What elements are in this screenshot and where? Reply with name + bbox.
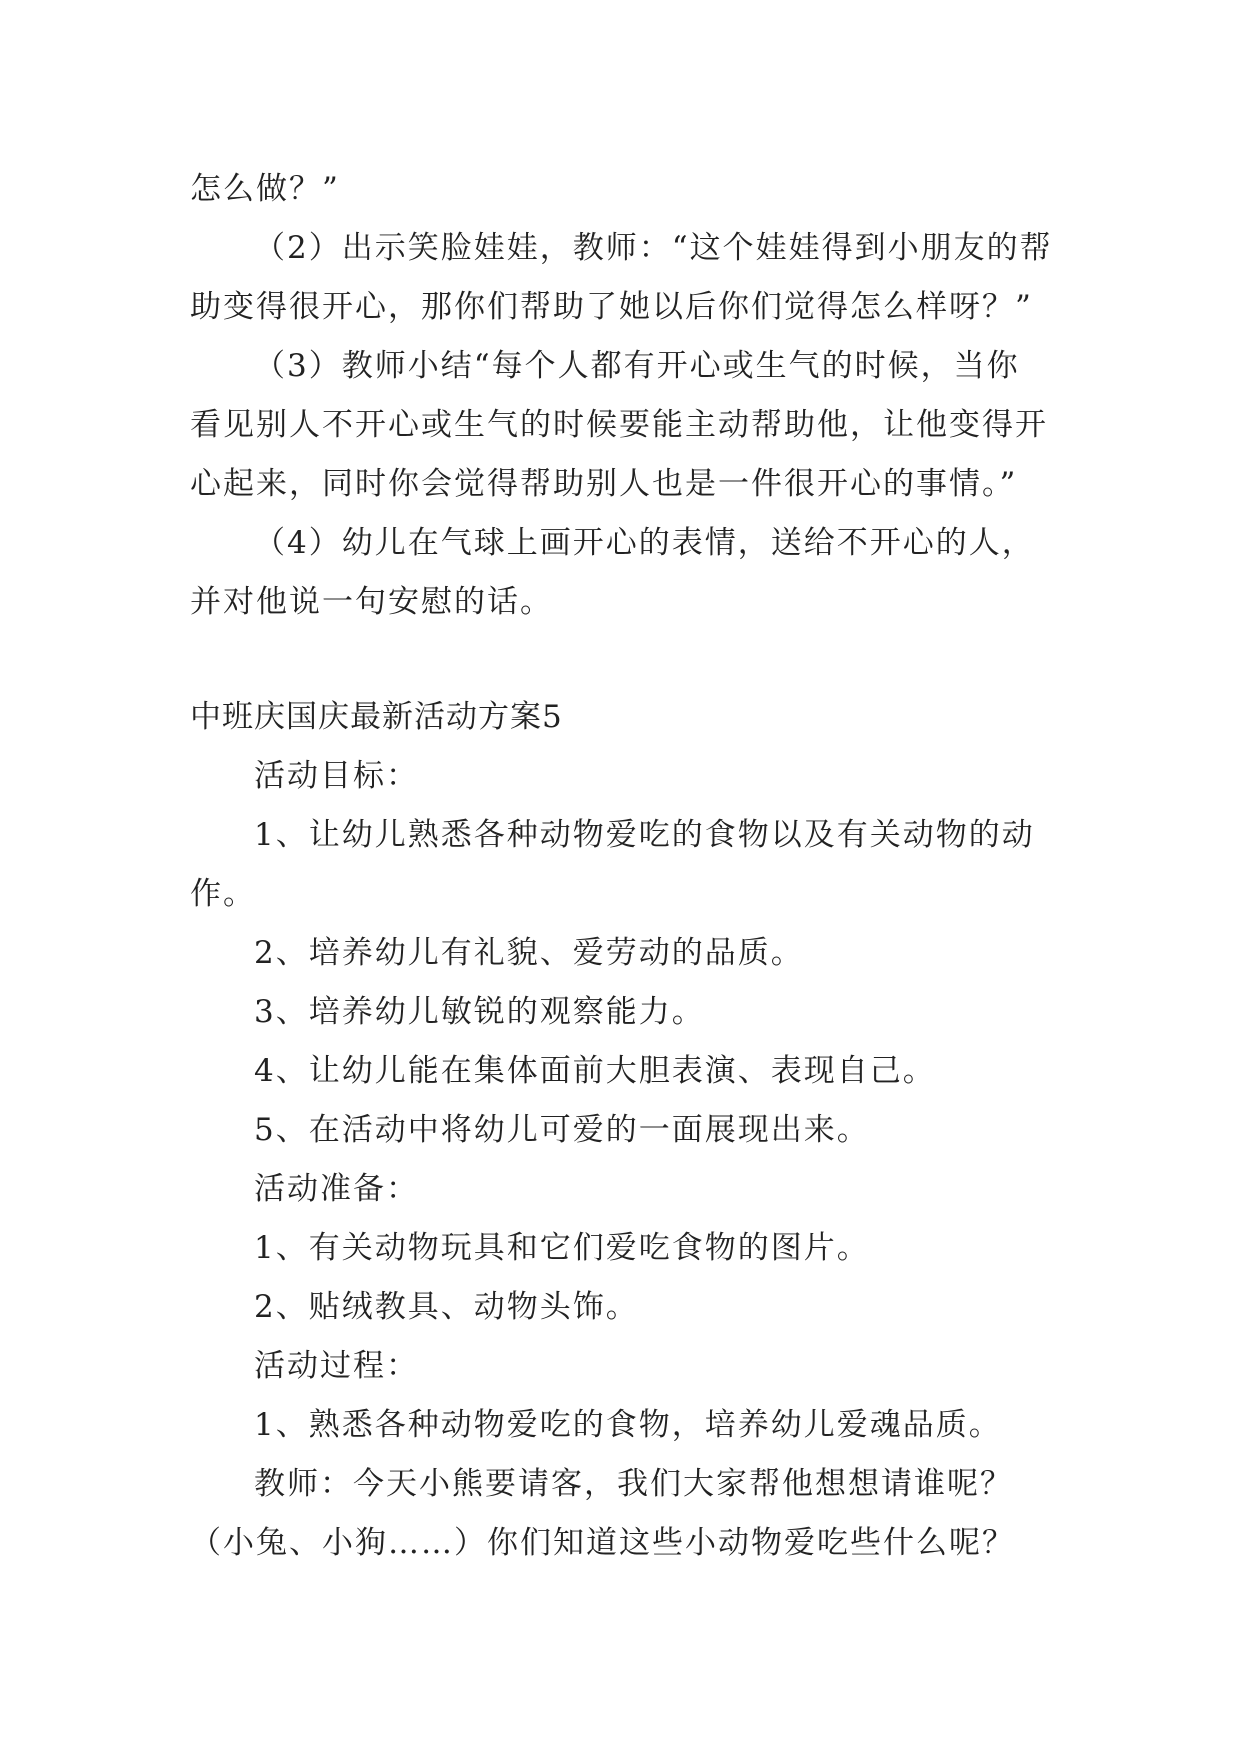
- text-line: 怎么做？”: [190, 171, 340, 207]
- text-line: （4）幼儿在气球上画开心的表情，送给不开心的人，: [254, 525, 1035, 561]
- prep-item: 2、贴绒教具、动物头饰。: [254, 1289, 639, 1325]
- text-line: 看见别人不开心或生气的时候要能主动帮助他，让他变得开: [190, 407, 1048, 443]
- goals-heading: 活动目标：: [254, 758, 419, 794]
- text-line: 并对他说一句安慰的话。: [190, 584, 553, 620]
- process-item: 1、熟悉各种动物爱吃的食物，培养幼儿爱魂品质。: [254, 1407, 1002, 1443]
- section-title: 中班庆国庆最新活动方案5: [190, 699, 563, 735]
- text-line: 助变得很开心，那你们帮助了她以后你们觉得怎么样呀？”: [190, 289, 1033, 325]
- prep-item: 1、有关动物玩具和它们爱吃食物的图片。: [254, 1230, 870, 1266]
- goal-item-continued: 作。: [190, 876, 256, 912]
- section-gap: [190, 632, 1070, 688]
- process-paragraph-line: （小兔、小狗……）你们知道这些小动物爱吃些什么呢？: [190, 1525, 1015, 1561]
- goal-item: 2、培养幼儿有礼貌、爱劳动的品质。: [254, 935, 804, 971]
- goal-item: 5、在活动中将幼儿可爱的一面展现出来。: [254, 1112, 870, 1148]
- document-body: [190, 160, 1070, 1573]
- goal-item: 3、培养幼儿敏锐的观察能力。: [254, 994, 705, 1030]
- goal-item: 1、让幼儿熟悉各种动物爱吃的食物以及有关动物的动: [254, 817, 1035, 853]
- text-line: （3）教师小结“每个人都有开心或生气的时候，当你: [254, 348, 1020, 384]
- text-line: 心起来，同时你会觉得帮助别人也是一件很开心的事情。”: [190, 466, 1018, 502]
- prep-heading: 活动准备：: [254, 1171, 419, 1207]
- goal-item: 4、让幼儿能在集体面前大胆表演、表现自己。: [254, 1053, 936, 1089]
- process-paragraph-line: 教师：今天小熊要请客，我们大家帮他想想请谁呢？: [254, 1466, 1013, 1502]
- process-heading: 活动过程：: [254, 1348, 419, 1384]
- text-line: （2）出示笑脸娃娃，教师：“这个娃娃得到小朋友的帮: [254, 230, 1053, 266]
